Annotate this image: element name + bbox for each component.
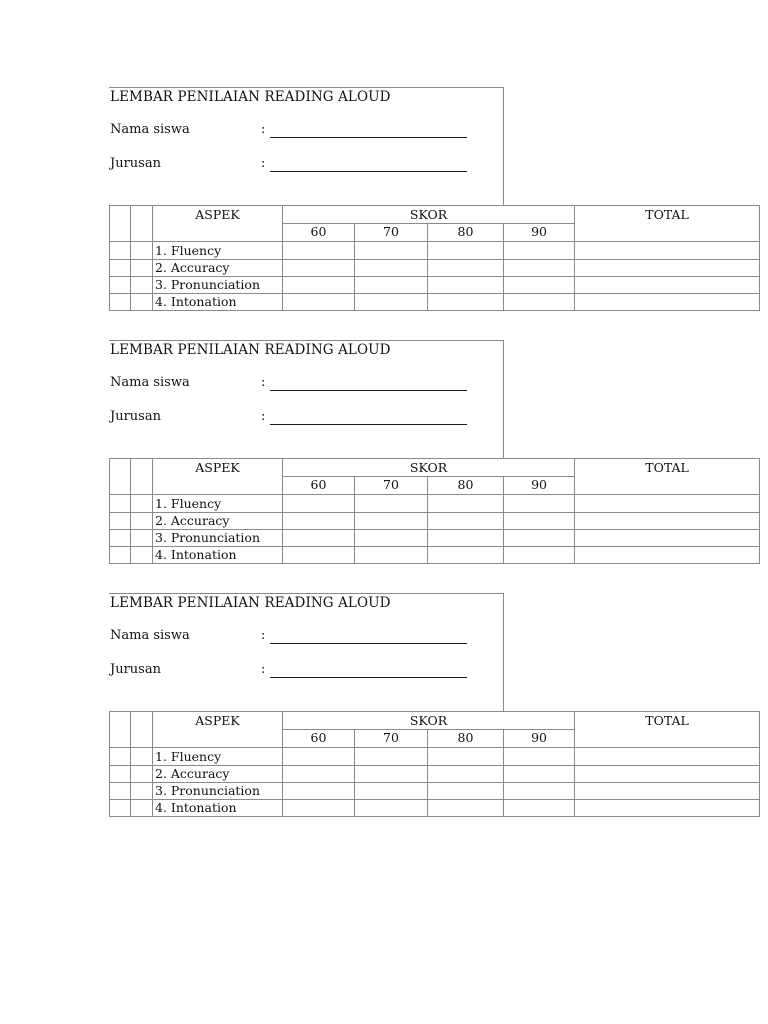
score-table bbox=[109, 711, 760, 817]
sheet-header-box bbox=[109, 340, 504, 458]
score-cell[interactable] bbox=[283, 495, 355, 512]
sheet-title: LEMBAR PENILAIAN READING ALOUD bbox=[110, 595, 391, 611]
row-number-cell bbox=[110, 293, 131, 310]
score-cell[interactable] bbox=[428, 495, 504, 512]
row-marker-cell bbox=[131, 293, 153, 310]
aspect-label: 4. Intonation bbox=[153, 293, 283, 310]
major-colon: : bbox=[261, 156, 266, 171]
row-marker-cell bbox=[131, 799, 153, 816]
table-row bbox=[110, 293, 760, 310]
score-cell[interactable] bbox=[355, 242, 428, 259]
score-cell[interactable] bbox=[428, 529, 504, 546]
score-cell[interactable] bbox=[504, 495, 575, 512]
table-row bbox=[110, 259, 760, 276]
aspect-label: 2. Accuracy bbox=[153, 512, 283, 529]
row-marker-cell bbox=[131, 242, 153, 259]
table-row bbox=[110, 546, 760, 563]
row-number-cell bbox=[110, 259, 131, 276]
score-cell[interactable] bbox=[504, 259, 575, 276]
row-marker-cell bbox=[131, 529, 153, 546]
row-number-cell bbox=[110, 782, 131, 799]
score-cell[interactable] bbox=[428, 748, 504, 765]
total-cell[interactable] bbox=[575, 799, 760, 816]
row-number-cell bbox=[110, 748, 131, 765]
score-table bbox=[109, 205, 760, 311]
score-60-header: 60 bbox=[283, 730, 355, 748]
row-marker-cell bbox=[131, 206, 153, 242]
row-number-cell bbox=[110, 765, 131, 782]
row-marker-cell bbox=[131, 276, 153, 293]
row-number-cell bbox=[110, 799, 131, 816]
score-cell[interactable] bbox=[283, 782, 355, 799]
sheet-title: LEMBAR PENILAIAN READING ALOUD bbox=[110, 89, 391, 105]
major-label: Jurusan bbox=[110, 662, 161, 677]
table-row bbox=[110, 512, 760, 529]
row-number-cell bbox=[110, 206, 131, 242]
aspect-label: 1. Fluency bbox=[153, 748, 283, 765]
score-70-header: 70 bbox=[355, 477, 428, 495]
major-colon: : bbox=[261, 662, 266, 677]
row-number-cell bbox=[110, 459, 131, 495]
score-cell[interactable] bbox=[428, 259, 504, 276]
row-number-cell bbox=[110, 546, 131, 563]
row-marker-cell bbox=[131, 765, 153, 782]
score-cell[interactable] bbox=[504, 765, 575, 782]
score-cell[interactable] bbox=[504, 529, 575, 546]
total-cell[interactable] bbox=[575, 546, 760, 563]
row-number-cell bbox=[110, 712, 131, 748]
score-cell[interactable] bbox=[428, 765, 504, 782]
score-cell[interactable] bbox=[283, 276, 355, 293]
score-cell[interactable] bbox=[283, 242, 355, 259]
score-cell[interactable] bbox=[355, 276, 428, 293]
major-input-line[interactable] bbox=[270, 424, 467, 425]
total-cell[interactable] bbox=[575, 529, 760, 546]
student-name-label: Nama siswa bbox=[110, 122, 190, 137]
score-cell[interactable] bbox=[355, 293, 428, 310]
major-label: Jurusan bbox=[110, 409, 161, 424]
score-90-header: 90 bbox=[504, 224, 575, 242]
student-name-label: Nama siswa bbox=[110, 628, 190, 643]
skor-header: SKOR bbox=[283, 459, 575, 477]
score-cell[interactable] bbox=[355, 799, 428, 816]
score-cell[interactable] bbox=[283, 765, 355, 782]
table-row bbox=[110, 529, 760, 546]
score-cell[interactable] bbox=[355, 765, 428, 782]
row-number-cell bbox=[110, 512, 131, 529]
score-cell[interactable] bbox=[428, 293, 504, 310]
score-70-header: 70 bbox=[355, 730, 428, 748]
score-60-header: 60 bbox=[283, 477, 355, 495]
score-cell[interactable] bbox=[428, 546, 504, 563]
row-marker-cell bbox=[131, 495, 153, 512]
aspect-label: 3. Pronunciation bbox=[153, 782, 283, 799]
major-input-line[interactable] bbox=[270, 171, 467, 172]
total-header: TOTAL bbox=[575, 459, 760, 495]
student-name-label: Nama siswa bbox=[110, 375, 190, 390]
score-cell[interactable] bbox=[504, 748, 575, 765]
total-cell[interactable] bbox=[575, 293, 760, 310]
aspect-label: 2. Accuracy bbox=[153, 259, 283, 276]
score-cell[interactable] bbox=[504, 782, 575, 799]
aspect-label: 1. Fluency bbox=[153, 495, 283, 512]
score-cell[interactable] bbox=[504, 546, 575, 563]
major-label: Jurusan bbox=[110, 156, 161, 171]
total-cell[interactable] bbox=[575, 765, 760, 782]
aspect-label: 2. Accuracy bbox=[153, 765, 283, 782]
table-row bbox=[110, 782, 760, 799]
aspect-label: 3. Pronunciation bbox=[153, 529, 283, 546]
score-cell[interactable] bbox=[504, 276, 575, 293]
score-cell[interactable] bbox=[283, 259, 355, 276]
score-cell[interactable] bbox=[428, 782, 504, 799]
score-cell[interactable] bbox=[504, 799, 575, 816]
assessment-sheet-1 bbox=[109, 87, 759, 319]
score-90-header: 90 bbox=[504, 730, 575, 748]
student-name-input-line[interactable] bbox=[270, 643, 467, 644]
score-cell[interactable] bbox=[355, 259, 428, 276]
score-60-header: 60 bbox=[283, 224, 355, 242]
table-row bbox=[110, 242, 760, 259]
student-name-input-line[interactable] bbox=[270, 137, 467, 138]
score-cell[interactable] bbox=[355, 546, 428, 563]
row-marker-cell bbox=[131, 712, 153, 748]
score-80-header: 80 bbox=[428, 224, 504, 242]
score-cell[interactable] bbox=[504, 293, 575, 310]
assessment-sheet-3 bbox=[109, 593, 759, 825]
score-cell[interactable] bbox=[355, 495, 428, 512]
score-70-header: 70 bbox=[355, 224, 428, 242]
score-cell[interactable] bbox=[355, 748, 428, 765]
aspek-header: ASPEK bbox=[153, 712, 283, 748]
score-80-header: 80 bbox=[428, 730, 504, 748]
score-80-header: 80 bbox=[428, 477, 504, 495]
total-cell[interactable] bbox=[575, 495, 760, 512]
total-cell[interactable] bbox=[575, 259, 760, 276]
row-marker-cell bbox=[131, 259, 153, 276]
row-number-cell bbox=[110, 529, 131, 546]
row-marker-cell bbox=[131, 546, 153, 563]
total-cell[interactable] bbox=[575, 782, 760, 799]
aspect-label: 4. Intonation bbox=[153, 546, 283, 563]
total-header: TOTAL bbox=[575, 712, 760, 748]
assessment-sheet-2 bbox=[109, 340, 759, 572]
table-row bbox=[110, 495, 760, 512]
aspek-header: ASPEK bbox=[153, 206, 283, 242]
table-row bbox=[110, 748, 760, 765]
table-row bbox=[110, 799, 760, 816]
total-cell[interactable] bbox=[575, 276, 760, 293]
total-cell[interactable] bbox=[575, 512, 760, 529]
student-name-colon: : bbox=[261, 628, 266, 643]
score-cell[interactable] bbox=[283, 799, 355, 816]
score-cell[interactable] bbox=[355, 782, 428, 799]
skor-header: SKOR bbox=[283, 206, 575, 224]
score-cell[interactable] bbox=[283, 512, 355, 529]
score-cell[interactable] bbox=[283, 293, 355, 310]
score-cell[interactable] bbox=[428, 242, 504, 259]
score-cell[interactable] bbox=[504, 512, 575, 529]
score-cell[interactable] bbox=[428, 799, 504, 816]
row-number-cell bbox=[110, 495, 131, 512]
aspect-label: 3. Pronunciation bbox=[153, 276, 283, 293]
student-name-input-line[interactable] bbox=[270, 390, 467, 391]
score-cell[interactable] bbox=[428, 512, 504, 529]
score-cell[interactable] bbox=[283, 748, 355, 765]
sheet-header-box bbox=[109, 87, 504, 205]
row-marker-cell bbox=[131, 512, 153, 529]
score-cell[interactable] bbox=[504, 242, 575, 259]
student-name-colon: : bbox=[261, 122, 266, 137]
aspect-label: 4. Intonation bbox=[153, 799, 283, 816]
row-marker-cell bbox=[131, 459, 153, 495]
row-number-cell bbox=[110, 276, 131, 293]
score-cell[interactable] bbox=[283, 546, 355, 563]
major-colon: : bbox=[261, 409, 266, 424]
aspect-label: 1. Fluency bbox=[153, 242, 283, 259]
row-number-cell bbox=[110, 242, 131, 259]
score-90-header: 90 bbox=[504, 477, 575, 495]
sheet-header-box bbox=[109, 593, 504, 711]
row-marker-cell bbox=[131, 782, 153, 799]
total-cell[interactable] bbox=[575, 242, 760, 259]
row-marker-cell bbox=[131, 748, 153, 765]
sheet-title: LEMBAR PENILAIAN READING ALOUD bbox=[110, 342, 391, 358]
total-header: TOTAL bbox=[575, 206, 760, 242]
major-input-line[interactable] bbox=[270, 677, 467, 678]
table-row bbox=[110, 765, 760, 782]
score-table bbox=[109, 458, 760, 564]
score-cell[interactable] bbox=[283, 529, 355, 546]
score-cell[interactable] bbox=[355, 512, 428, 529]
score-cell[interactable] bbox=[355, 529, 428, 546]
student-name-colon: : bbox=[261, 375, 266, 390]
score-cell[interactable] bbox=[428, 276, 504, 293]
aspek-header: ASPEK bbox=[153, 459, 283, 495]
table-row bbox=[110, 276, 760, 293]
skor-header: SKOR bbox=[283, 712, 575, 730]
total-cell[interactable] bbox=[575, 748, 760, 765]
